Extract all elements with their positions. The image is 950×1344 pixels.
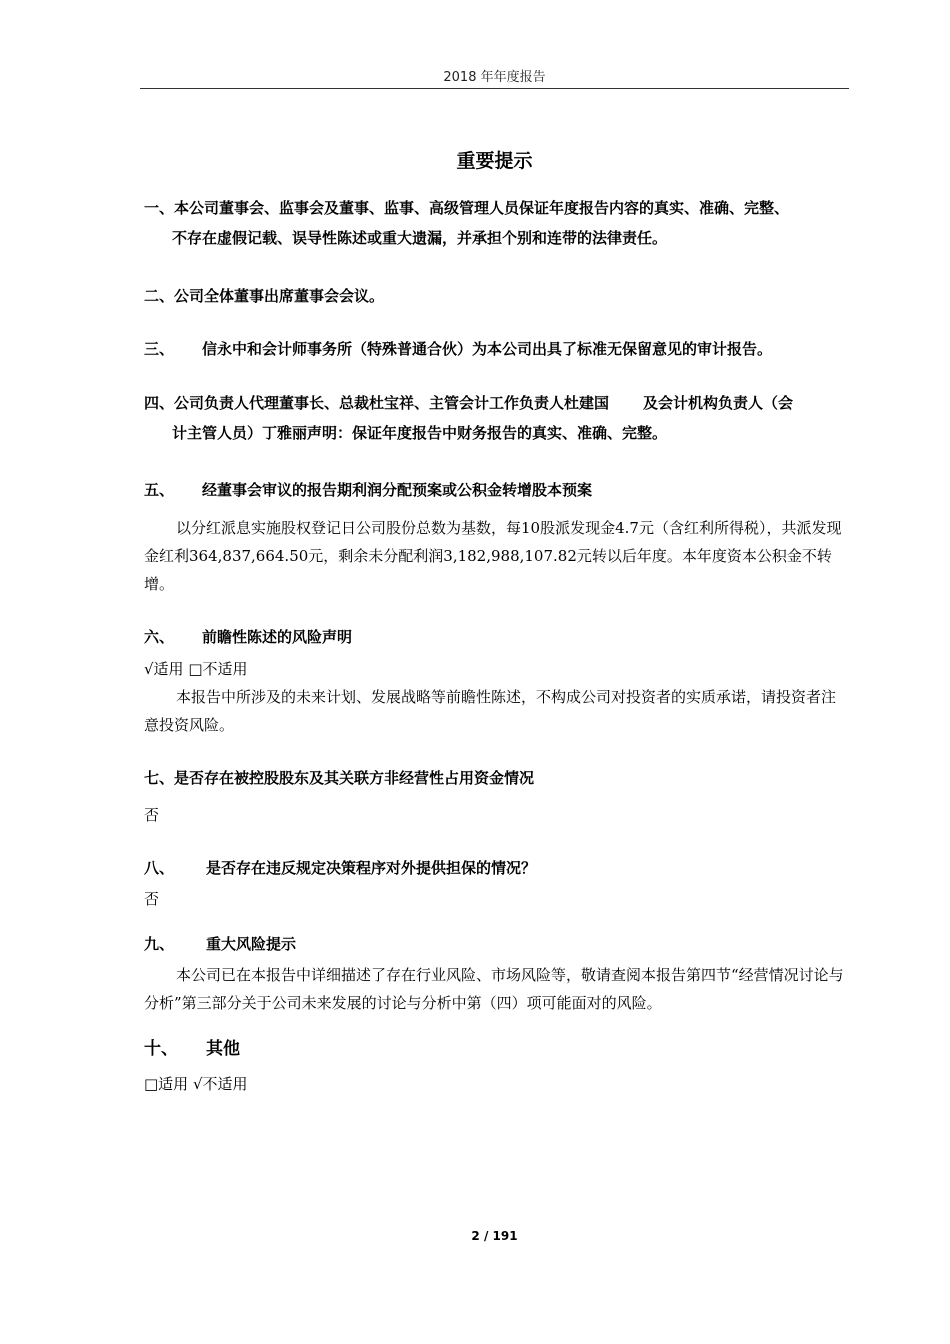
section-6-heading — [144, 622, 849, 652]
section-6-applicable: √适用 □不适用 — [144, 660, 248, 678]
section-10-heading-text: 其他 — [206, 1039, 240, 1059]
section-4 — [144, 388, 849, 448]
section-2 — [144, 281, 849, 311]
section-2-text: 公司全体董事出席董事会会议。 — [174, 287, 385, 305]
section-9-heading — [144, 929, 849, 959]
section-1-number: 一、 — [144, 199, 175, 217]
section-8-answer: 否 — [144, 890, 160, 908]
section-7-answer: 否 — [144, 806, 160, 824]
section-6-heading-text: 前瞻性陈述的风险声明 — [202, 628, 353, 646]
section-6-number: 六、 — [144, 628, 175, 646]
section-9-body: 本公司已在本报告中详细描述了存在行业风险、市场风险等，敬请查阅本报告第四节“经营情况讨论与分析”第三部分关于公司未来发展的讨论与分析中第（四）项可能面对的风险。 — [144, 966, 844, 1012]
page-title: 重要提示 — [456, 150, 533, 172]
section-3-number: 三、 — [144, 340, 175, 358]
section-6-body: 本报告中所涉及的未来计划、发展战略等前瞻性陈述，不构成公司对投资者的实质承诺，请投资者注意投资风险。 — [144, 688, 837, 734]
section-5-number: 五、 — [144, 481, 175, 499]
section-4-line1b: 及会计机构负责人（会 — [643, 394, 794, 412]
section-9-number: 九、 — [144, 935, 175, 953]
page-header: 2018 年年度报告 — [443, 70, 546, 85]
page-number: 2 / 191 — [471, 1229, 518, 1243]
section-4-line2: 计主管人员）丁雅丽声明：保证年度报告中财务报告的真实、准确、完整。 — [172, 424, 668, 442]
section-7-number: 七、 — [144, 769, 175, 787]
section-9-heading-text: 重大风险提示 — [206, 935, 297, 953]
section-7-heading-text: 是否存在被控股股东及其关联方非经营性占用资金情况 — [174, 769, 535, 787]
section-1-line2: 不存在虚假记载、误导性陈述或重大遗漏，并承担个别和连带的法律责任。 — [172, 229, 668, 247]
section-5-heading — [144, 475, 849, 505]
section-5-body: 以分红派息实施股权登记日公司股份总数为基数，每10股派发现金4.7元（含红利所得税），共派发现金红利364,837,664.50元，剩余未分配利润3,182,988,107.82元转以后年度。本年度资本公积金不转增。 — [144, 519, 842, 593]
section-10-number: 十、 — [144, 1039, 178, 1059]
section-4-line1a: 公司负责人代理董事长、总裁杜宝祥、主管会计工作负责人杜建国 — [174, 394, 610, 412]
section-8-number: 八、 — [144, 859, 175, 877]
section-10-heading — [144, 1034, 849, 1064]
section-3 — [144, 334, 849, 364]
section-10-applicable: □适用 √不适用 — [144, 1075, 248, 1093]
section-8-heading-text: 是否存在违反规定决策程序对外提供担保的情况？ — [206, 859, 537, 877]
section-5-heading-text: 经董事会审议的报告期利润分配预案或公积金转增股本预案 — [202, 481, 593, 499]
section-8-heading — [144, 853, 849, 883]
section-4-number: 四、 — [144, 394, 175, 412]
section-3-text: 信永中和会计师事务所（特殊普通合伙）为本公司出具了标准无保留意见的审计报告。 — [202, 340, 773, 358]
section-1-line1: 本公司董事会、监事会及董事、监事、高级管理人员保证年度报告内容的真实、准确、完整、 — [174, 199, 790, 217]
section-7-heading — [144, 763, 849, 793]
section-2-number: 二、 — [144, 287, 175, 305]
section-1 — [144, 193, 849, 253]
header-divider — [140, 88, 849, 89]
